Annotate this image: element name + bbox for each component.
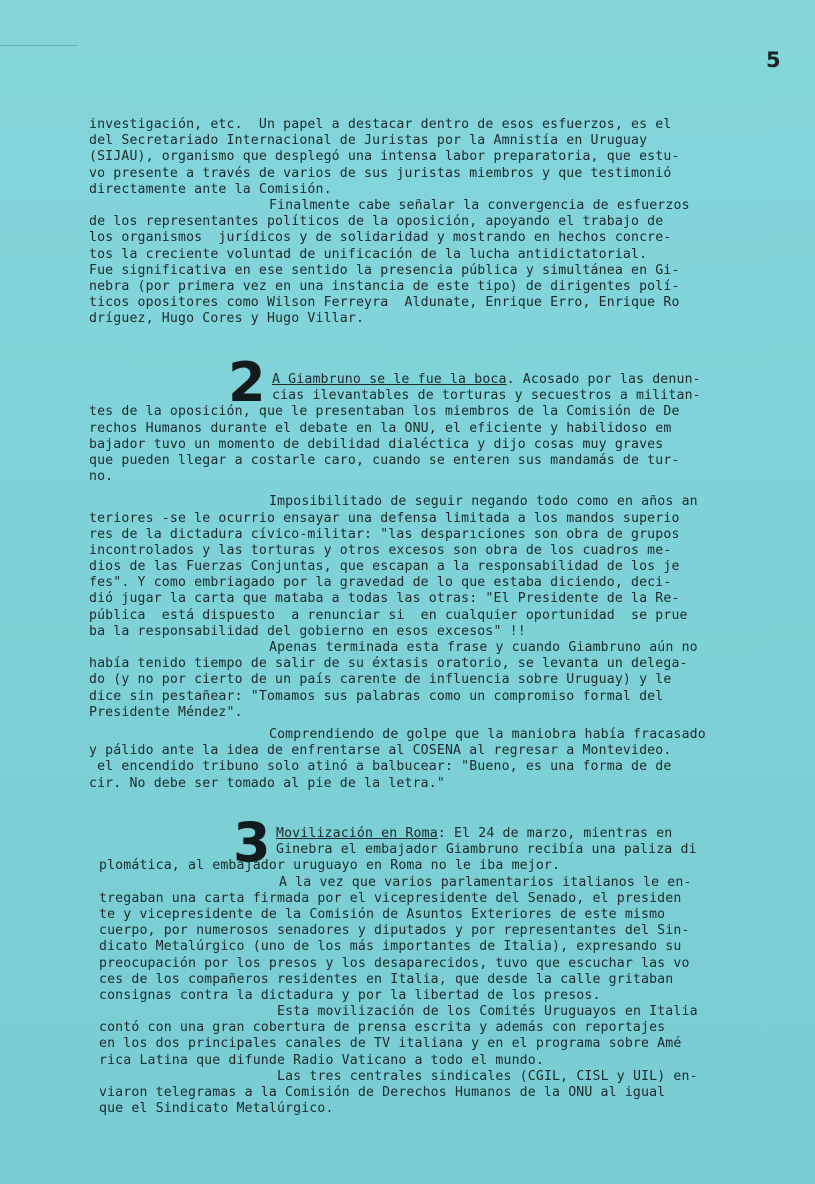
fold-mark: [0, 45, 78, 46]
text-line: Presidente Méndez".: [89, 704, 243, 720]
text-line: Comprendiendo de golpe que la maniobra había fracasado: [269, 726, 706, 742]
text-line: cias ilevantables de torturas y secuestros a militan-: [272, 388, 701, 404]
text-line: vo presente a través de varios de sus juristas miembros y que testimonió: [89, 165, 672, 181]
text-line: ticos opositores como Wilson Ferreyra Aldunate, Enrique Erro, Enrique Ro: [89, 295, 680, 311]
section-3-text: [89, 826, 698, 1117]
text-line: Apenas terminada esta frase y cuando Giambruno aún no: [269, 640, 698, 655]
text-line: incontrolados y las torturas y otros excesos son obra de los cuadros me-: [89, 542, 672, 558]
text-line: Imposibilitado de seguir negando todo como en años an: [269, 494, 698, 510]
page-number: 5: [766, 48, 781, 72]
text-line: dió jugar la carta que mataba a todas las otras: "El Presidente de la Re-: [89, 591, 680, 607]
text-line: preocupación por los presos y los desaparecidos, tuvo que escuchar las vo: [99, 955, 690, 971]
text-line: Finalmente cabe señalar la convergencia de esfuerzos: [269, 197, 690, 213]
section-3-title: Movilización en Roma: [276, 826, 438, 841]
text-line: res de la dictadura cívico-militar: "las desparıciones son obra de grupos: [89, 526, 680, 542]
section-3-heading-line: [89, 826, 698, 842]
text-line: dios de las Fuerzas Conjuntas, que escapan a la responsabilidad de los je: [89, 559, 680, 575]
text-line: Las tres centrales sindicales (CGIL, CISL y UIL) en-: [277, 1068, 698, 1084]
text-line: plomática, al embajador uruguayo en Roma no le iba mejor.: [99, 858, 561, 874]
text-line: de los representantes políticos de la oposición, apoyando el trabajo de: [89, 214, 664, 230]
text-line: Ginebra el embajador Giambruno recibía una paliza di: [276, 842, 697, 858]
section-3-lead: : El 24 de marzo, mientras en: [437, 826, 673, 841]
text-line: pública está dispuesto a renunciar si en cualquier oportunidad se prue: [89, 607, 688, 623]
text-line: dicato Metalúrgico (uno de los más importantes de Italia), expresando su: [99, 939, 682, 955]
text-line: do (y no por cierto de un país carente de influencia sobre Uruguay) y le: [89, 672, 672, 688]
text-line: que el Sindicato Metalúrgico.: [99, 1101, 334, 1117]
text-line: nebra (por primera vez en una instancia de este tipo) de dirigentes polí-: [89, 278, 680, 294]
section-3-number: 3: [233, 811, 271, 874]
section-2-text: [89, 372, 706, 792]
text-line: teriores -se le ocurrio ensayar una defensa limitada a los mandos superio: [89, 510, 680, 526]
section-2-number: 2: [228, 351, 266, 414]
text-line: que pueden llegar a costarle caro, cuando se enteren sus mandamás de tur-: [89, 452, 680, 468]
text-line: bajador tuvo un momento de debilidad dialéctica y dijo cosas muy graves: [89, 436, 664, 452]
text-line: consignas contra la dictadura y por la libertad de los presos.: [99, 987, 601, 1003]
text-line: ba la responsabilidad del gobierno en esos excesos" !!: [89, 623, 526, 639]
text-line: rica Latina que difunde Radio Vaticano a todo el mundo.: [99, 1052, 544, 1068]
intro-text: [89, 117, 690, 327]
text-line: no.: [89, 469, 114, 485]
section-2-title: A Giambruno se le fue la boca: [272, 372, 507, 387]
text-line: los organismos jurídicos y de solidaridad y mostrando en hechos concre-: [89, 230, 672, 246]
text-line: contó con una gran cobertura de prensa escrita y además con reportajes: [99, 1020, 666, 1036]
section-2-lead: . Acosado por las denun-: [506, 372, 701, 387]
text-line: dríguez, Hugo Cores y Hugo Villar.: [89, 311, 365, 327]
text-line: directamente ante la Comisión.: [89, 181, 332, 197]
text-line: cuerpo, por numerosos senadores y diputados y por representantes del Sin-: [99, 923, 690, 939]
text-line: tregaban una carta firmada por el vicepresidente del Senado, el presiden: [99, 890, 682, 906]
text-line: cir. No debe ser tomado al pie de la letra.": [89, 775, 445, 791]
text-line: te y vicepresidente de la Comisión de Asuntos Exteriores de este mismo: [99, 906, 666, 922]
text-line: investigación, etc. Un papel a destacar dentro de esos esfuerzos, es el: [89, 117, 672, 132]
text-line: había tenido tiempo de salir de su éxtasis oratorio, se levanta un delega-: [89, 656, 688, 672]
text-line: del Secretariado Internacional de Juristas por la Amnistía en Uruguay: [89, 133, 648, 149]
text-line: el encendido tribuno solo atinó a balbucear: "Bueno, es una forma de de: [89, 759, 672, 775]
text-line: Fue significativa en ese sentido la presencia pública y simultánea en Gi-: [89, 262, 680, 278]
text-line: (SIJAU), organismo que desplegó una intensa labor preparatoria, que estu-: [89, 149, 680, 165]
text-line: viaron telegramas a la Comisión de Derechos Humanos de la ONU al igual: [99, 1085, 666, 1100]
text-line: fes". Y como embriagado por la gravedad de lo que estaba diciendo, deci-: [89, 575, 672, 591]
text-line: Esta movilización de los Comités Uruguayos en Italia: [277, 1004, 698, 1020]
section-2-heading-line: [89, 372, 706, 388]
text-line: tos la creciente voluntad de unificación de la lucha antidictatorial.: [89, 246, 648, 262]
text-line: A la vez que varios parlamentarios italianos le en-: [279, 874, 692, 890]
text-line: dice sin pestañear: "Tomamos sus palabras como un compromiso formal del: [89, 688, 664, 704]
text-line: rechos Humanos durante el debate en la ONU, el eficiente y habilidoso em: [89, 420, 672, 436]
text-line: ces de los compañeros residentes en Italia, que desde la calle gritaban: [99, 971, 674, 987]
text-line: tes de la oposición, que le presentaban los miembros de la Comisión de De: [89, 404, 680, 420]
text-line: en los dos principales canales de TV italiana y en el programa sobre Amé: [99, 1036, 682, 1052]
text-line: y pálido ante la idea de enfrentarse al COSENA al regresar a Montevideo.: [89, 743, 672, 759]
